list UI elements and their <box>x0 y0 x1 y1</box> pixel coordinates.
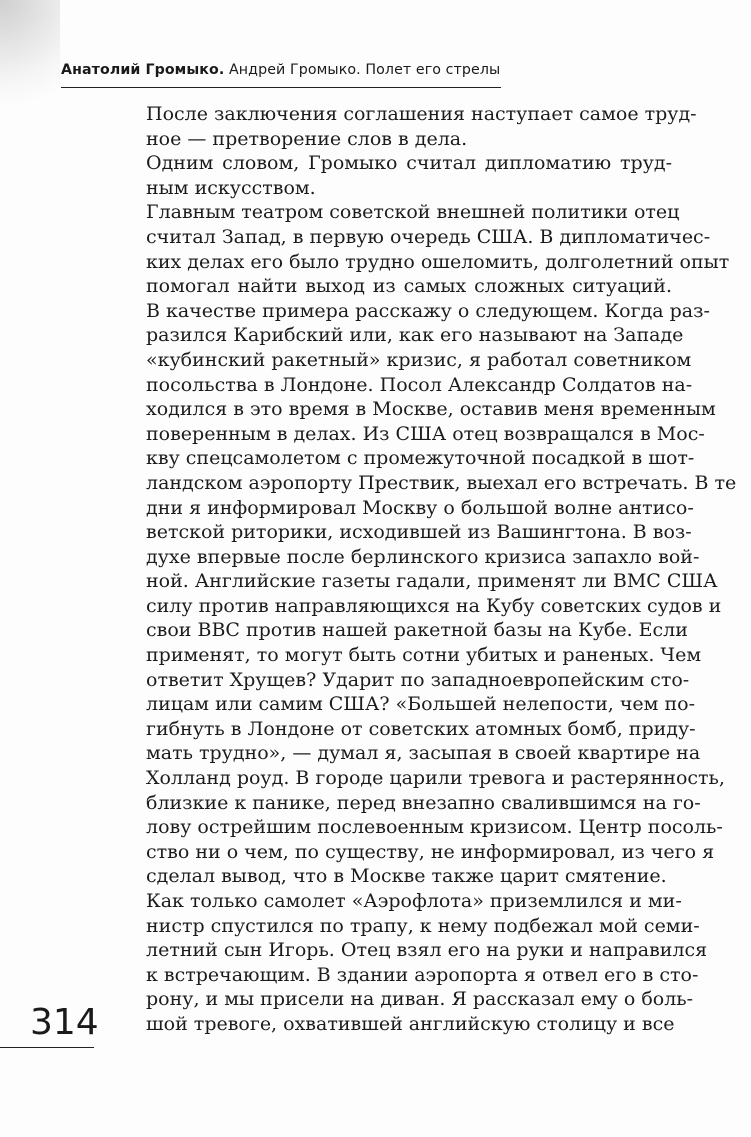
text-line: ным искусством. <box>146 176 316 199</box>
text-line: После заключения соглашения наступает самое труд- <box>146 103 697 125</box>
text-line: разился Карибский или, как его называют на Западе <box>146 324 684 347</box>
text-line: считал Запад, в первую очередь США. В дипломатичес- <box>146 225 711 248</box>
text-line: ной. Английские газеты гадали, применят ли ВМС США <box>146 570 718 593</box>
text-line: мать трудно», — думал я, засыпая в своей квартире на <box>146 742 701 765</box>
page-number-rule <box>0 1047 94 1048</box>
text-line: применят, то могут быть сотни убитых и раненых. Чем <box>146 644 702 667</box>
text-line: ландском аэропорту Прествик, выехал его встречать. В те <box>146 471 737 494</box>
text-line: гибнуть в Лондоне от советских атомных бомб, приду- <box>146 717 696 740</box>
text-line: рону, и мы присели на диван. Я рассказал ему о боль- <box>146 988 694 1011</box>
text-line: Одним словом, Громыко считал дипломатию труд- <box>146 152 672 175</box>
text-line: силу против направляющихся на Кубу советских судов и <box>146 594 722 617</box>
text-line: ветской риторики, исходившей из Вашингтона. В воз- <box>146 521 692 544</box>
text-line: ство ни о чем, по существу, не информировал, из чего я <box>146 840 715 863</box>
text-line: ких делах его было трудно ошеломить, долголетний опыт <box>146 250 730 273</box>
text-line: ходился в это время в Москве, оставив меня временным <box>146 398 716 421</box>
text-line: к встречающим. В здании аэропорта я отвел его в сто- <box>146 963 699 986</box>
text-line: Главным театром советской внешней политики отец <box>146 201 680 224</box>
text-line: посольства в Лондоне. Посол Александр Солдатов на- <box>146 373 693 396</box>
body-text <box>146 102 737 1037</box>
header-rule <box>61 87 501 88</box>
text-line: помогал найти выход из самых сложных ситуаций. <box>146 275 672 298</box>
text-line: шой тревоге, охватившей английскую столицу и все <box>146 1012 675 1035</box>
text-line: Как только самолет «Аэрофлота» приземлился и ми- <box>146 890 682 912</box>
page-number: 314 <box>30 1002 99 1043</box>
text-line: кву спецсамолетом с промежуточной посадкой в шот- <box>146 447 695 470</box>
text-line: духе впервые после берлинского кризиса запахло вой- <box>146 545 700 568</box>
running-header <box>61 62 501 78</box>
text-line: свои ВВС против нашей ракетной базы на Кубе. Если <box>146 619 688 642</box>
text-line: дни я информировал Москву о большой волне антисо- <box>146 496 694 519</box>
text-line: лицам или самим США? «Большей нелепости, чем по- <box>146 693 696 716</box>
text-line: ответит Хрущев? Ударит по западноевропейским сто- <box>146 668 690 691</box>
text-line: нистр спустился по трапу, к нему подбежал мой семи- <box>146 914 700 937</box>
text-line: сделал вывод, что в Москве также царит смятение. <box>146 865 667 888</box>
header-title: Андрей Громыко. Полет его стрелы <box>229 62 501 78</box>
scan-shadow <box>0 0 60 120</box>
text-line: «кубинский ракетный» кризис, я работал советником <box>146 348 692 371</box>
text-line: В качестве примера расскажу о следующем. Когда раз- <box>146 299 710 322</box>
text-line: ное — претворение слов в дела. <box>146 127 468 150</box>
text-line: летний сын Игорь. Отец взял его на руки и направился <box>146 939 708 962</box>
header-author: Анатолий Громыко. <box>61 62 225 78</box>
text-line: близкие к панике, перед внезапно свалившимся на го- <box>146 791 701 814</box>
text-line: Холланд роуд. В городе царили тревога и растерянность, <box>146 767 725 790</box>
text-line: поверенным в делах. Из США отец возвращался в Мос- <box>146 422 705 445</box>
text-line: лову острейшим послевоенным кризисом. Центр посоль- <box>146 816 723 839</box>
